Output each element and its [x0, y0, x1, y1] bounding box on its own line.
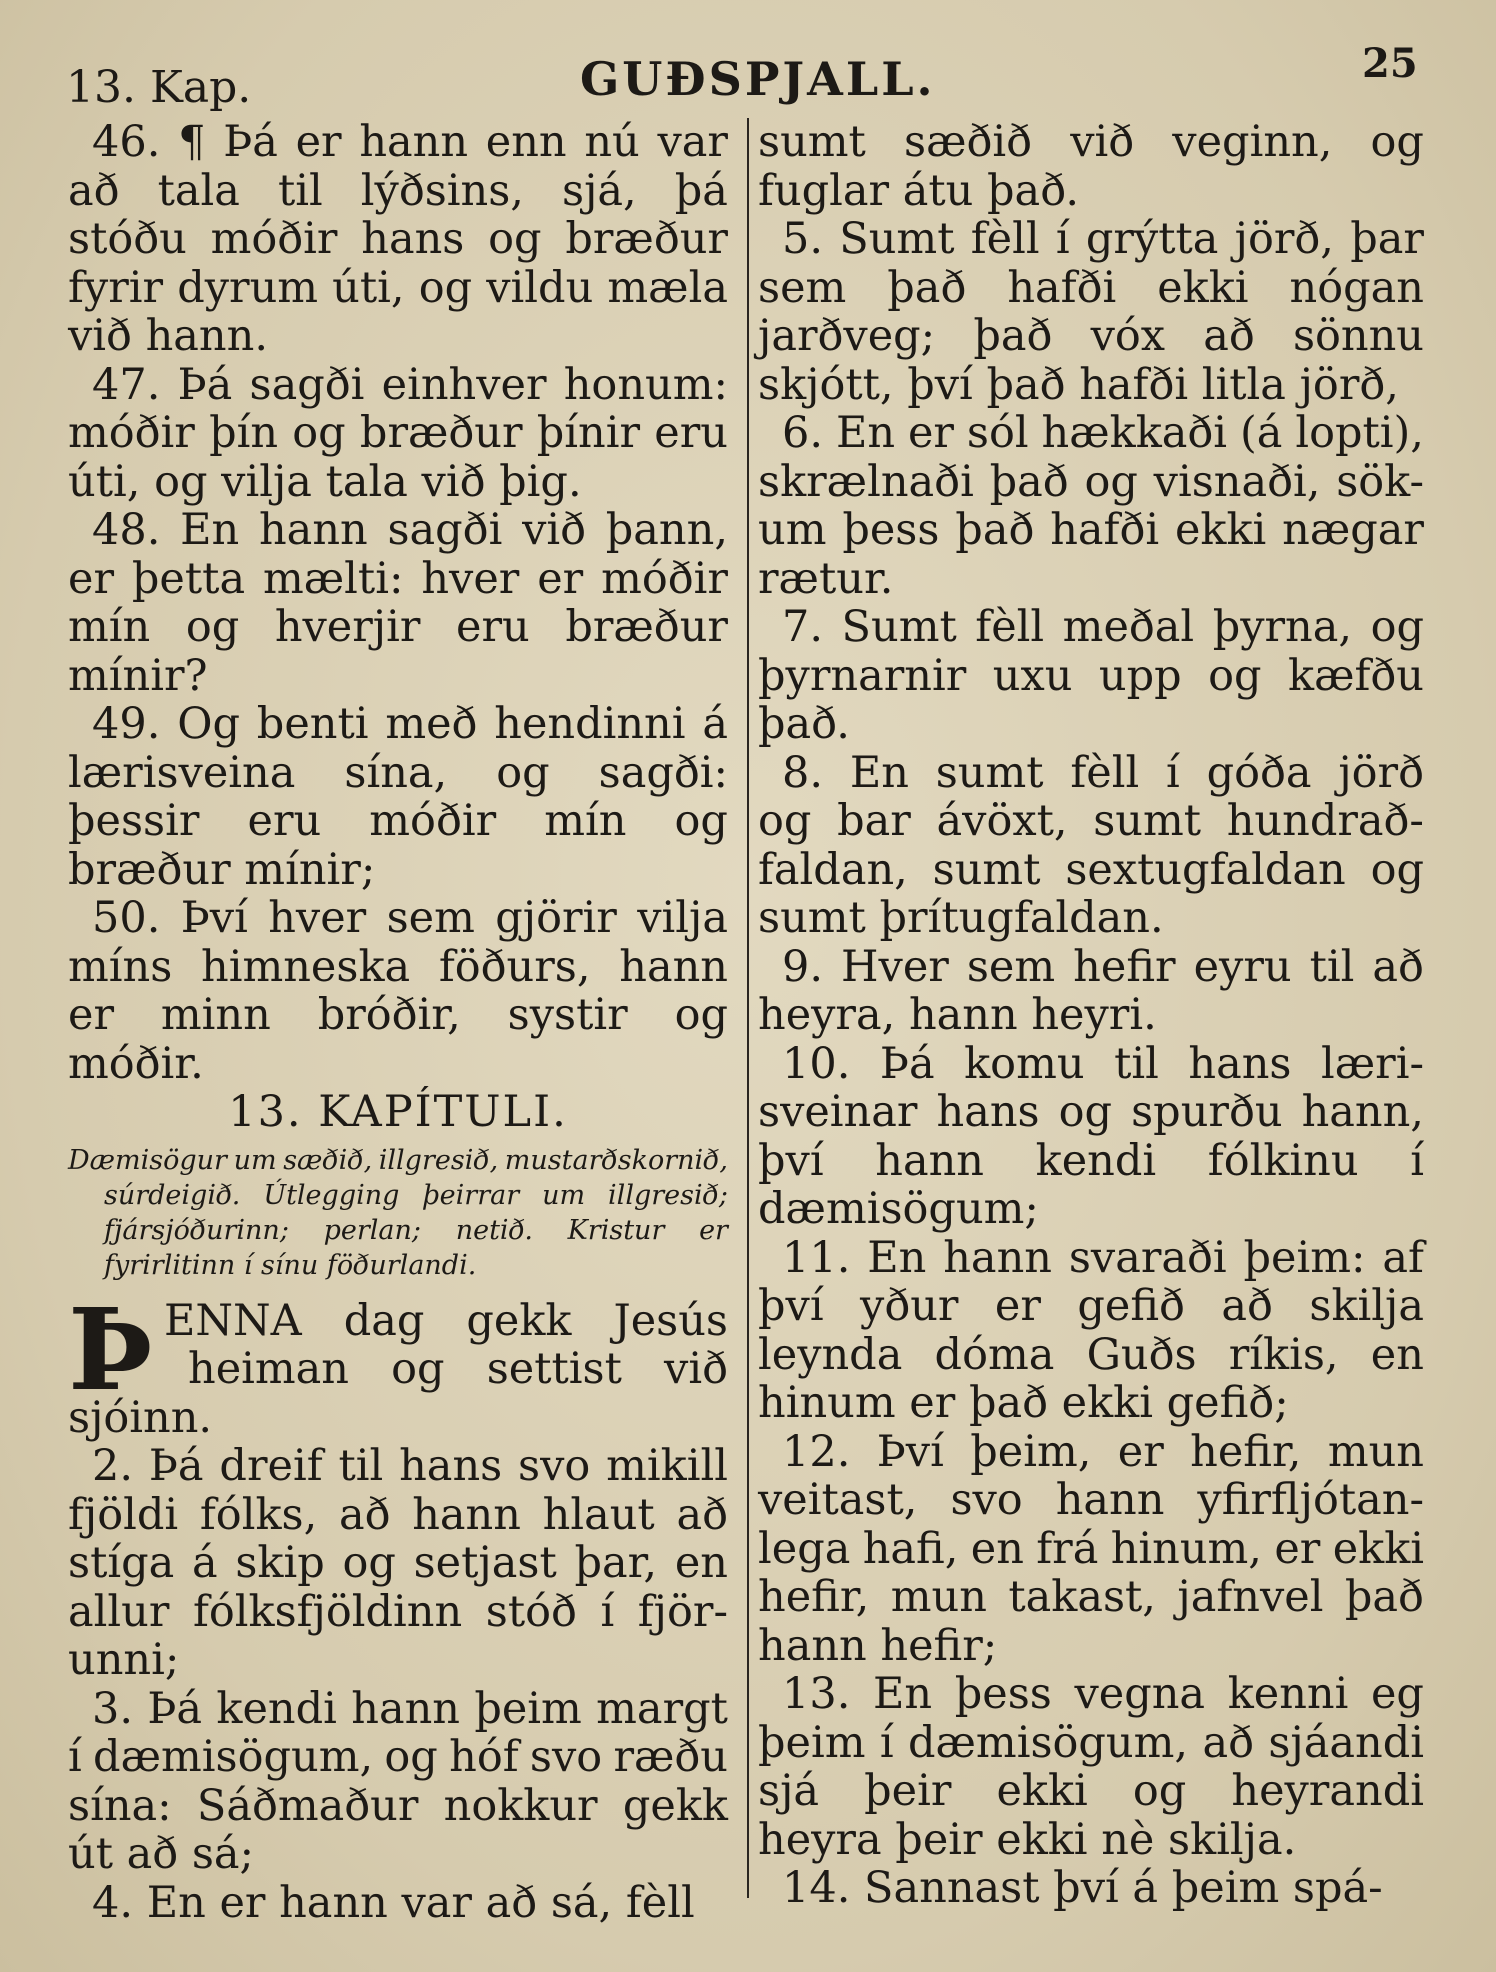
text-line: 3. Þá kendi hann þeim margt [92, 1683, 728, 1734]
text-line: þessir eru móðir mín og [68, 796, 728, 846]
text-line: rætur. [758, 553, 894, 604]
text-line: leynda dóma Guðs ríkis, en [758, 1329, 1424, 1380]
text-line: hefir, mun takast, jafnvel það [758, 1572, 1424, 1622]
text-line: 46. ¶ Þá er hann enn nú var [92, 117, 728, 167]
text-line: fyrir dyrum úti, og vildu mæla [68, 262, 728, 313]
summary-line: Dæmisögur um sæðið, illgresið, mustarðskornið, [68, 1144, 728, 1176]
text-line: og bar ávöxt, sumt hundrað- [758, 796, 1424, 846]
text-line: jarðveg; það vóx að sönnu [758, 311, 1424, 361]
left-column-verses-bottom [68, 1394, 728, 1928]
left-column-verses-top [68, 118, 728, 1088]
text-line: lærisveina sína, og sagði: [68, 747, 728, 798]
text-line: þyrnarnir uxu upp og kæfðu [758, 650, 1424, 701]
text-line: 5. Sumt fèll í grýtta jörð, þar [782, 214, 1424, 264]
text-line: hinum er það ekki gefið; [758, 1378, 1289, 1428]
summary-line: fjársjóðurinn; perlan; netið. Kristur er [104, 1214, 728, 1246]
text-line: 48. En hann sagði við þann, [92, 505, 728, 555]
text-line: fjöldi fólks, að hann hlaut að [68, 1489, 728, 1540]
drop-cap-lines [68, 1297, 728, 1394]
text-line: fuglar átu það. [758, 165, 1079, 216]
running-head-chapter: 13. Kap. [66, 62, 252, 113]
text-line: sjá þeir ekki og heyrandi [758, 1766, 1424, 1816]
text-line: er þetta mælti: hver er móðir [68, 553, 728, 604]
text-line: 11. En hann svaraði þeim: af [782, 1232, 1424, 1283]
text-line: sumt sæðið við veginn, og [758, 117, 1424, 167]
right-column [758, 118, 1424, 1913]
text-line: þeim í dæmisögum, að sjáandi [758, 1717, 1424, 1768]
text-line: heyra þeir ekki nè skilja. [758, 1814, 1297, 1865]
text-line: sveinar hans og spurðu hann, [758, 1087, 1424, 1137]
text-line: lega hafi, en frá hinum, er ekki [758, 1523, 1424, 1574]
text-line: við hann. [68, 311, 268, 361]
text-line: skjótt, því það hafði litla jörð, [758, 359, 1399, 410]
text-line: heyra, hann heyri. [758, 990, 1157, 1040]
text-line: dæmisögum; [758, 1184, 1039, 1234]
text-line: því hann kendi fólkinu í [758, 1135, 1424, 1186]
text-line: sumt þrítugfaldan. [758, 893, 1164, 943]
text-line: að tala til lýðsins, sjá, þá [68, 165, 728, 216]
drop-cap-line: heiman og settist við [188, 1344, 728, 1394]
text-line: móðir. [68, 1038, 204, 1089]
text-line: allur fólksfjöldinn stóð í fjör- [68, 1586, 728, 1637]
text-line: það. [758, 699, 850, 749]
text-line: 13. En þess vegna kenni eg [782, 1669, 1424, 1719]
text-line: sem það hafði ekki nógan [758, 262, 1424, 313]
chapter-opening [68, 1284, 728, 1416]
text-line: 10. Þá komu til hans læri- [782, 1038, 1424, 1089]
text-line: mínir? [68, 650, 208, 701]
text-line: móðir þín og bræður þínir eru [68, 408, 728, 458]
drop-cap-line: ENNA dag gekk Jesús [164, 1295, 728, 1346]
text-line: úti, og vilja tala við þig. [68, 456, 582, 507]
text-line: 8. En sumt fèll í góða jörð [782, 747, 1424, 798]
text-line: unni; [68, 1635, 180, 1685]
text-line: 12. Því þeim, er hefir, mun [782, 1426, 1424, 1477]
text-line: 4. En er hann var að sá, fèll [92, 1877, 695, 1928]
text-line: er minn bróðir, systir og [68, 990, 728, 1040]
text-line: út að sá; [68, 1829, 255, 1879]
text-line: 49. Og benti með hendinni á [92, 699, 728, 749]
text-line: stíga á skip og setjast þar, en [68, 1538, 728, 1588]
text-line: skrælnaði það og visnaði, sök- [758, 456, 1424, 507]
text-line: stóðu móðir hans og bræður [68, 214, 728, 264]
text-line: sjóinn. [68, 1392, 213, 1443]
text-line: 14. Sannast því á þeim spá- [782, 1863, 1383, 1913]
column-divider [747, 118, 749, 1898]
running-head-title: GUÐSPJALL. [580, 52, 936, 106]
chapter-summary [68, 1143, 728, 1283]
right-column-verses [758, 118, 1424, 1913]
text-line: míns himneska föðurs, hann [68, 941, 728, 992]
text-line: í dæmisögum, og hóf svo ræðu [68, 1732, 728, 1782]
text-line: hann hefir; [758, 1620, 998, 1671]
summary-line: súrdeigið. Útlegging þeirrar um illgresið; [104, 1179, 728, 1211]
text-line: mín og hverjir eru bræður [68, 602, 728, 652]
chapter-title: 13. KAPÍTULI. [228, 1087, 568, 1137]
page-header [0, 0, 1496, 120]
text-line: 50. Því hver sem gjörir vilja [92, 893, 728, 943]
text-line: 7. Sumt fèll meðal þyrna, og [782, 602, 1424, 652]
text-line: 6. En er sól hækkaði (á lopti), [782, 408, 1424, 458]
text-line: bræður mínir; [68, 844, 376, 895]
left-column [68, 118, 728, 1927]
text-line: því yður er gefið að skilja [758, 1281, 1424, 1331]
drop-cap: Þ [68, 1284, 153, 1416]
text-line: um þess það hafði ekki nægar [758, 505, 1424, 555]
text-line: faldan, sumt sextugfaldan og [758, 844, 1424, 895]
summary-line: fyrirlitinn í sínu föðurlandi. [104, 1249, 477, 1281]
text-line: veitast, svo hann yfirfljótan- [758, 1475, 1424, 1525]
text-line: 2. Þá dreif til hans svo mikill [92, 1441, 728, 1491]
text-line: 47. Þá sagði einhver honum: [92, 359, 728, 410]
text-line: sína: Sáðmaður nokkur gekk [68, 1780, 728, 1831]
page-number: 25 [1362, 40, 1418, 87]
text-line: 9. Hver sem hefir eyru til að [782, 941, 1424, 992]
